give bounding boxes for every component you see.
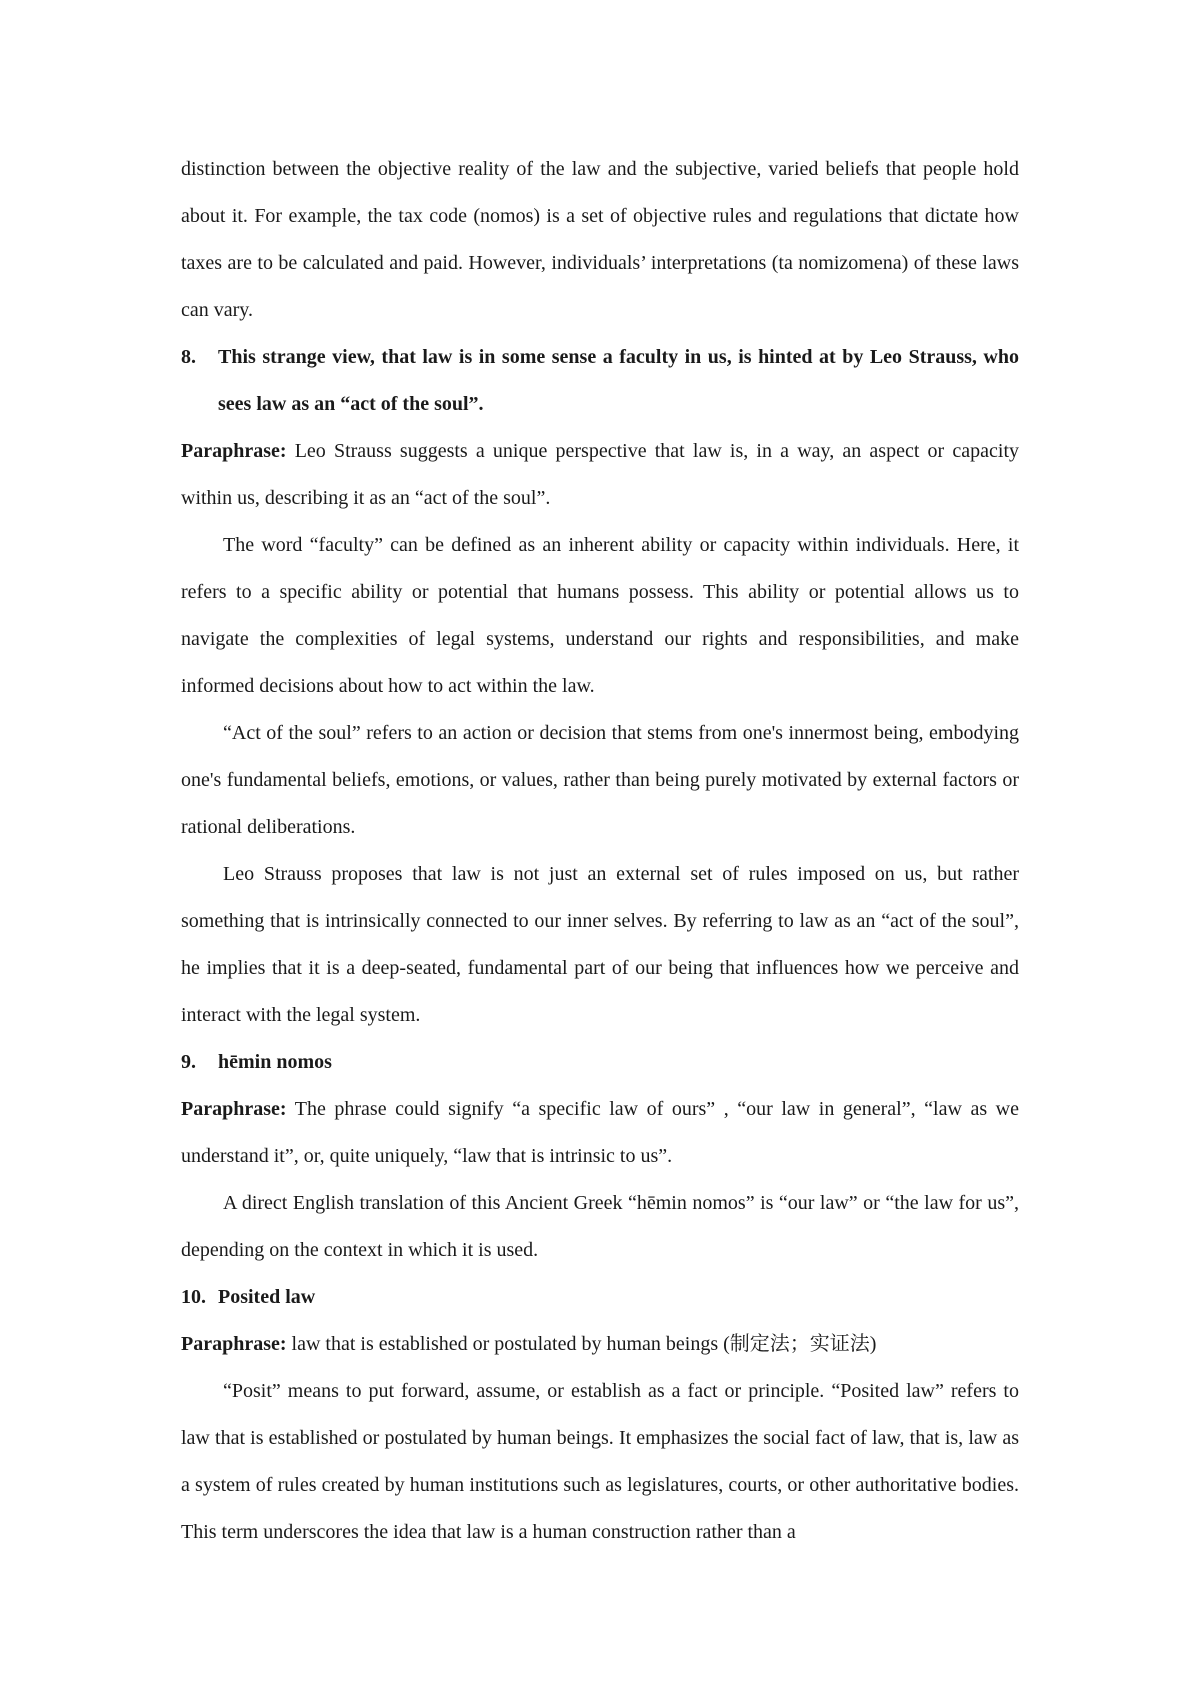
- paraphrase-10: [181, 1321, 1019, 1368]
- section-title-10: Posited law: [218, 1286, 316, 1308]
- paragraph-act-of-soul: “Act of the soul” refers to an action or decision that stems from one's innermost being, embodying one's fundamental beliefs, emotions, or values, rather than being purely motivated by external factors or rational deliberations.: [181, 722, 1019, 838]
- paragraph-intro: distinction between the objective reality of the law and the subjective, varied beliefs that people hold about it. For example, the tax code (nomos) is a set of objective rules and regulations that dictate how taxes are to be calculated and paid. However, individuals’ interpretations (ta nomizomena) of these laws can vary.: [181, 158, 1019, 321]
- section-number-10: 10.: [181, 1286, 206, 1308]
- document-page: [181, 146, 1019, 1556]
- paraphrase-label: Paraphrase:: [181, 1098, 287, 1120]
- section-heading-8: [181, 334, 1019, 428]
- paragraph-hemin-nomos: A direct English translation of this Ancient Greek “hēmin nomos” is “our law” or “the law for us”, depending on the context in which it is used.: [181, 1192, 1019, 1261]
- paraphrase-text: law that is established or postulated by human beings (制定法；实证法): [286, 1333, 877, 1355]
- section-number-9: 9.: [181, 1051, 196, 1073]
- paragraph-strauss: Leo Strauss proposes that law is not just an external set of rules imposed on us, but rather something that is intrinsically connected to our inner selves. By referring to law as an “act of the soul”, he implies that it is a deep-seated, fundamental part of our being that influences how we perceive and interact with the legal system.: [181, 863, 1019, 1026]
- paragraph-faculty: The word “faculty” can be defined as an inherent ability or capacity within individuals. Here, it refers to a specific ability or potential that humans possess. This ability or potential allows us to navigate the complexities of legal systems, understand our rights and responsibilities, and make informed decisions about how to act within the law.: [181, 534, 1019, 697]
- paraphrase-text: The phrase could signify “a specific law of ours” , “our law in general”, “law as we understand it”, or, quite uniquely, “law that is intrinsic to us”.: [181, 1098, 1019, 1167]
- paraphrase-9: [181, 1086, 1019, 1180]
- paraphrase-text: Leo Strauss suggests a unique perspective that law is, in a way, an aspect or capacity within us, describing it as an “act of the soul”.: [181, 440, 1019, 509]
- section-heading-9: [181, 1039, 1019, 1086]
- paraphrase-8: [181, 428, 1019, 522]
- section-heading-10: [181, 1274, 1019, 1321]
- paraphrase-label: Paraphrase:: [181, 1333, 287, 1355]
- paraphrase-label: Paraphrase:: [181, 440, 287, 462]
- section-title-8: This strange view, that law is in some sense a faculty in us, is hinted at by Leo Strauss, who sees law as an “act of the soul”.: [218, 346, 1019, 415]
- section-number-8: 8.: [181, 346, 196, 368]
- paragraph-posited-law: “Posit” means to put forward, assume, or establish as a fact or principle. “Posited law” refers to law that is established or postulated by human beings. It emphasizes the social fact of law, that is, law as a system of rules created by human institutions such as legislatures, courts, or other authoritative bodies. This term underscores the idea that law is a human construction rather than a: [181, 1380, 1019, 1543]
- section-title-9: hēmin nomos: [218, 1051, 332, 1073]
